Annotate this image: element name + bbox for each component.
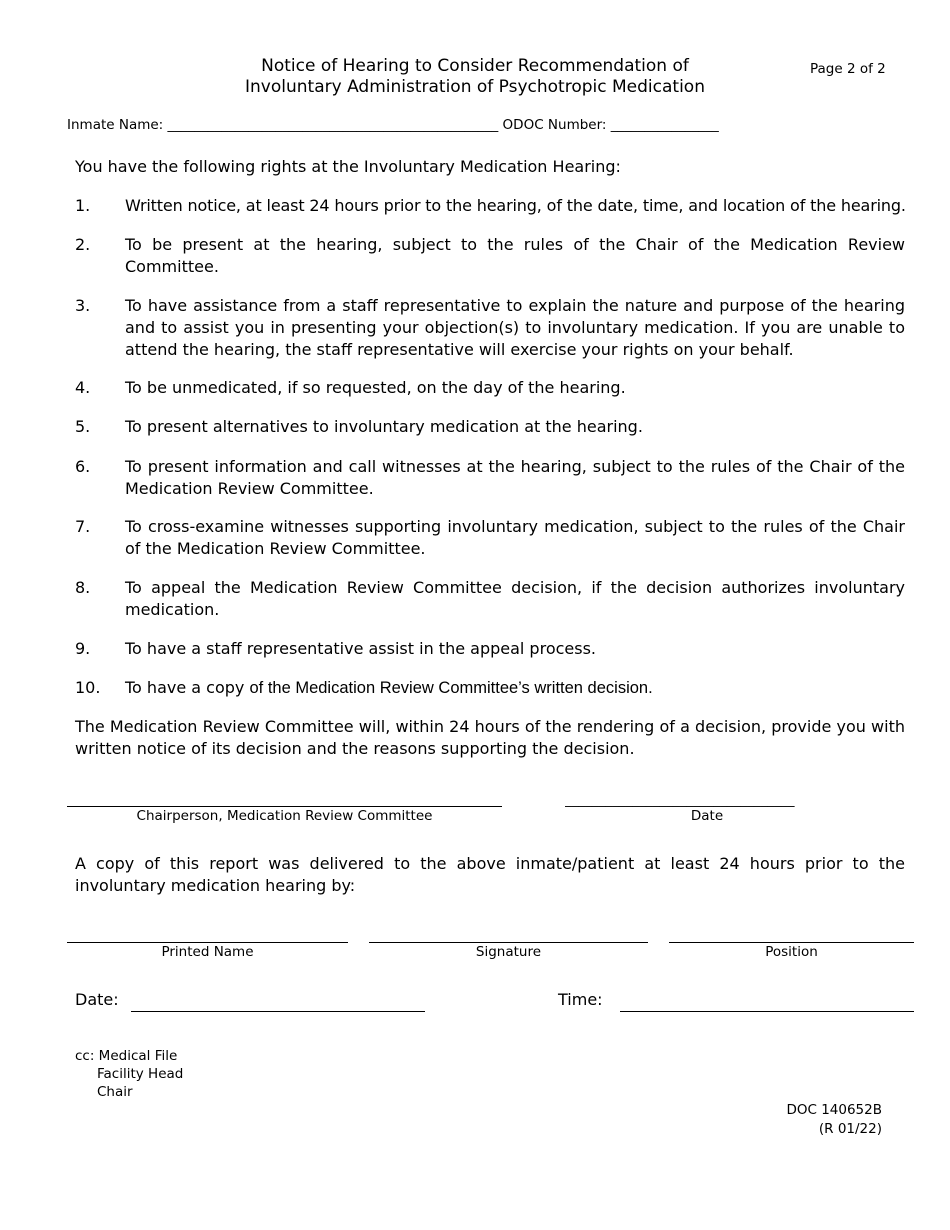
time-field-line[interactable] <box>620 1011 914 1012</box>
cc-item: Chair <box>97 1084 133 1100</box>
right-number: 5. <box>75 417 91 436</box>
form-title <box>0 56 950 98</box>
signature-label: Signature <box>475 944 542 960</box>
right-text: To have a staff representative assist in the appeal process. <box>125 639 596 658</box>
cc-item: cc: Medical File <box>75 1048 178 1064</box>
right-text: To present alternatives to involuntary medication at the hearing. <box>125 417 643 436</box>
right-text: To be present at the hearing, subject to the rules of the Chair of the Medication Review Committee. <box>125 235 905 276</box>
right-text: To appeal the Medication Review Committee decision, if the decision authorizes involuntary medication. <box>125 578 905 619</box>
inmate-info-line: Inmate Name: _________________________________________________ ODOC Number: ________________ <box>67 117 719 133</box>
right-text: Written notice, at least 24 hours prior to the hearing, of the date, time, and location of the hearing. <box>125 196 906 215</box>
right-text: To have assistance from a staff representative to explain the nature and purpose of the hearing and to assist you in presenting your objection(s) to involuntary medication. If you are unable to attend the hearing, the staff representative will exercise your rights on your behalf. <box>125 296 905 359</box>
printed-name-label: Printed Name <box>161 944 254 960</box>
date-field-label: Date: <box>75 990 119 1009</box>
date-field-line[interactable] <box>131 1011 425 1012</box>
right-number: 7. <box>75 517 91 536</box>
date-label: Date <box>690 808 724 824</box>
right-number: 10. <box>75 678 101 697</box>
right-text: To cross-examine witnesses supporting involuntary medication, subject to the rules of the Chair of the Medication Review Committee. <box>125 517 905 558</box>
right-number: 4. <box>75 378 91 397</box>
position-label: Position <box>765 944 818 960</box>
printed-name-line[interactable] <box>67 942 348 943</box>
right-number: 2. <box>75 235 91 254</box>
cc-list <box>75 1047 183 1101</box>
chairperson-label: Chairperson, Medication Review Committee <box>136 808 433 824</box>
delivery-paragraph: A copy of this report was delivered to the above inmate/patient at least 24 hours prior to the involuntary medication hearing by: <box>75 854 905 895</box>
rights-intro: You have the following rights at the Involuntary Medication Hearing: <box>75 157 621 176</box>
chairperson-signature-line[interactable] <box>67 806 502 807</box>
committee-notice-paragraph: The Medication Review Committee will, within 24 hours of the rendering of a decision, provide you with written notice of its decision and the reasons supporting the decision. <box>75 717 905 758</box>
right-text-part: of the Medication Review Committee’s written decision. <box>249 679 653 697</box>
right-text <box>125 677 905 699</box>
cc-item: Facility Head <box>97 1066 184 1082</box>
time-field-label: Time: <box>558 990 603 1009</box>
right-number: 1. <box>75 196 91 215</box>
title-line-2: Involuntary Administration of Psychotropic Medication <box>245 77 705 97</box>
title-line-1: Notice of Hearing to Consider Recommendation of <box>261 56 689 76</box>
right-number: 8. <box>75 578 91 597</box>
doc-revision: (R 01/22) <box>818 1121 882 1137</box>
right-number: 9. <box>75 639 91 658</box>
page-number: Page 2 of 2 <box>810 61 886 77</box>
right-text-part: To have a copy <box>125 678 250 697</box>
position-line[interactable] <box>669 942 914 943</box>
right-text: To present information and call witnesses at the hearing, subject to the rules of the Chair of the Medication Review Committee. <box>125 457 905 498</box>
date-blank[interactable]: __________________________________ <box>565 792 795 808</box>
right-text: To be unmedicated, if so requested, on the day of the hearing. <box>125 378 626 397</box>
doc-number: DOC 140652B <box>786 1102 882 1118</box>
right-number: 6. <box>75 457 91 476</box>
signature-line[interactable] <box>369 942 648 943</box>
right-number: 3. <box>75 296 91 315</box>
document-id <box>786 1101 882 1139</box>
